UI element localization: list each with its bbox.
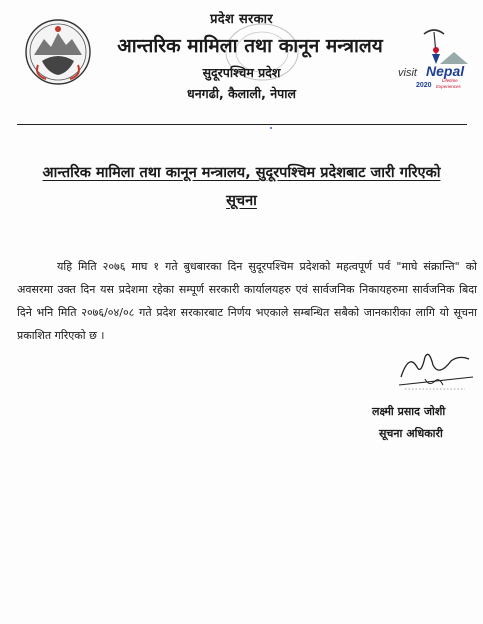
letterhead-divider	[17, 124, 467, 125]
province-name: सुदूरपश्चिम प्रदेश	[202, 65, 281, 80]
office-address: धनगढी, कैलाली, नेपाल	[187, 86, 296, 101]
svg-text:Nepal: Nepal	[426, 63, 465, 79]
signatory-role: सूचना अधिकारी	[379, 427, 443, 440]
visit-nepal-2020-logo	[396, 24, 480, 92]
province-government-label: प्रदेश सरकार	[210, 12, 273, 27]
notice-body: यहि मिति २०७६ माघ १ गते बुधबारका दिन सुदूरपश्चिम प्रदेशको महत्वपूर्ण पर्व "माघे संक्रान्ति" को अवसरमा उक्त दिन यस प्रदेशमा रहेका सम्पूर्ण सरकारी कार्यालयहरु एवं सार्वजनिक निकायहरुमा सार्वजनिक बिदा दिने भनि मिति २०७६/०४/०८ गते प्रदेश सरकारबाट निर्णय भएकाले सम्बन्धित सबैको जानकारीका लागि यो सूचना प्रकाशित गरिएको छ ।	[17, 260, 477, 342]
handwritten-signature	[395, 347, 475, 393]
notice-heading: सूचना	[226, 193, 257, 209]
signatory-name: लक्ष्मी प्रसाद जोशी	[372, 405, 446, 418]
stray-mark	[270, 127, 272, 129]
svg-text:Lifetime: Lifetime	[442, 78, 458, 83]
ministry-name: आन्तरिक मामिला तथा कानून मन्त्रालय	[117, 35, 383, 57]
svg-text:visit: visit	[398, 67, 417, 79]
svg-text:2020: 2020	[416, 82, 432, 89]
svg-text:Experiences: Experiences	[436, 84, 461, 89]
notice-title: आन्तरिक मामिला तथा कानून मन्त्रालय, सुदूरपश्चिम प्रदेशबाट जारी गरिएको	[42, 165, 441, 181]
